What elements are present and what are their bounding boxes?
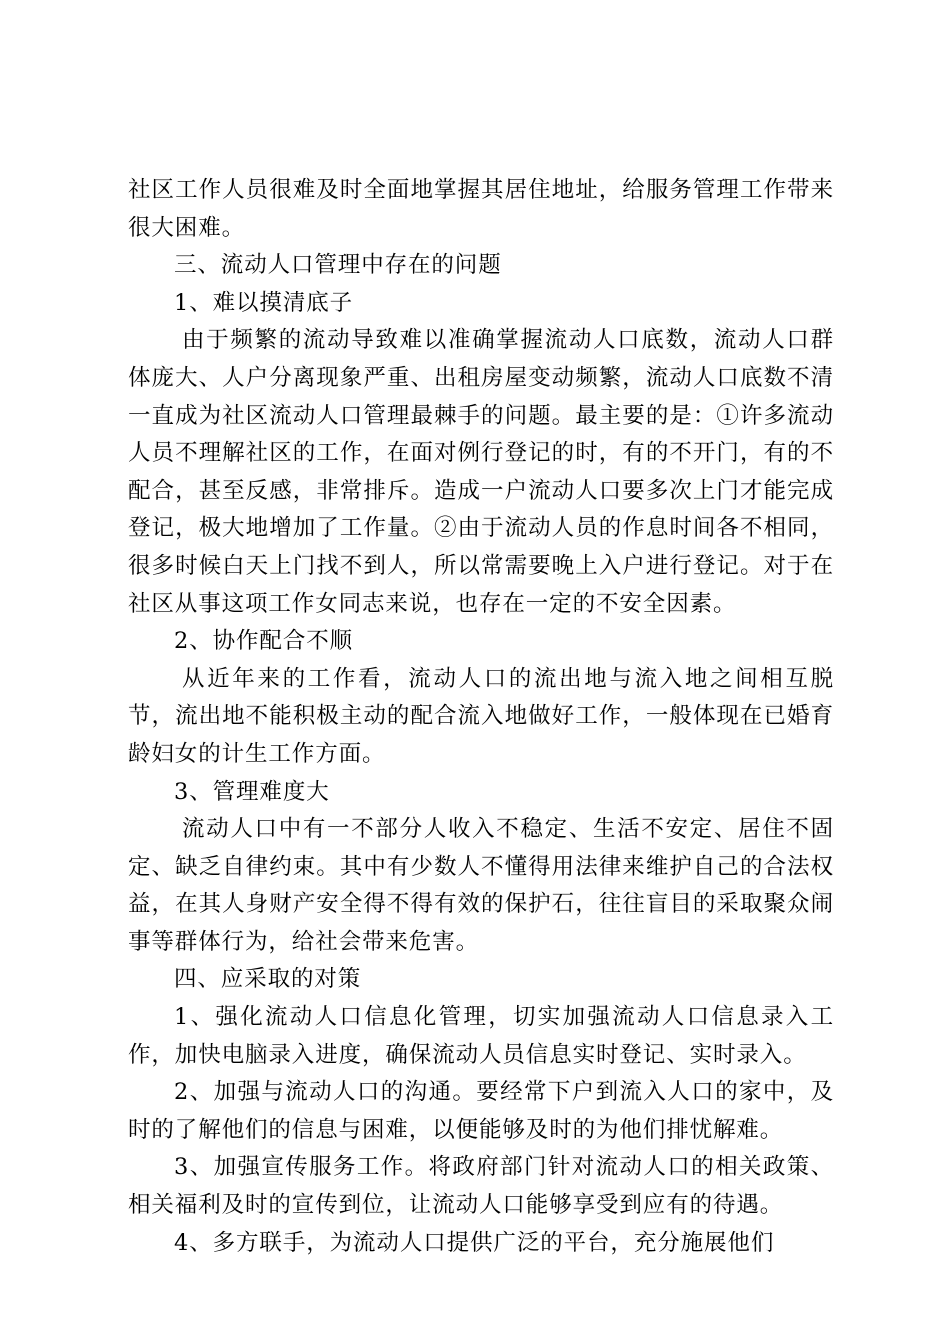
document-body <box>128 172 834 1262</box>
section-heading-4: 四、应采取的对策 <box>174 966 362 993</box>
subheading-3-3: 3、管理难度大 <box>174 778 330 805</box>
measure-item-2: 2、加强与流动人口的沟通。要经常下户到流入人口的家中，及时的了解他们的信息与困难，以便能够及时的为他们排忧解难。 <box>128 1079 834 1143</box>
measure-item-3: 3、加强宣传服务工作。将政府部门针对流动人口的相关政策、相关福利及时的宣传到位，让流动人口能够享受到应有的待遇。 <box>128 1154 834 1219</box>
paragraph-3-2: 从近年来的工作看，流动人口的流出地与流入地之间相互脱节，流出地不能积极主动的配合流入地做好工作，一般体现在已婚育龄妇女的计生工作方面。 <box>128 665 834 767</box>
paragraph-3-3: 流动人口中有一不部分人收入不稳定、生活不安定、居住不固定、缺乏自律约束。其中有少数人不懂得用法律来维护自己的合法权益，在其人身财产安全得不得有效的保护石，往往盲目的采取聚众闹事等群体行为，给社会带来危害。 <box>128 816 834 955</box>
paragraph-3-1: 由于频繁的流动导致难以准确掌握流动人口底数，流动人口群体庞大、人户分离现象严重、出租房屋变动频繁，流动人口底数不清一直成为社区流动人口管理最棘手的问题。最主要的是：①许多流动人员不理解社区的工作，在面对例行登记的时，有的不开门，有的不配合，甚至反感，非常排斥。造成一户流动人口要多次上门才能完成登记，极大地增加了工作量。②由于流动人员的作息时间各不相同，很多时候白天上门找不到人，所以常需要晚上入户进行登记。对于在社区从事这项工作女同志来说，也存在一定的不安全因素。 <box>128 327 834 617</box>
paragraph-continuation: 社区工作人员很难及时全面地掌握其居住地址，给服务管理工作带来很大困难。 <box>128 177 834 241</box>
measure-item-1: 1、强化流动人口信息化管理，切实加强流动人口信息录入工作，加快电脑录入进度，确保流动人员信息实时登记、实时录入。 <box>128 1004 834 1068</box>
subheading-3-2: 2、协作配合不顺 <box>174 628 354 655</box>
subheading-3-1: 1、难以摸清底子 <box>174 289 354 316</box>
section-heading-3: 三、流动人口管理中存在的问题 <box>174 252 502 279</box>
measure-item-4: 4、多方联手，为流动人口提供广泛的平台，充分施展他们 <box>174 1229 775 1256</box>
